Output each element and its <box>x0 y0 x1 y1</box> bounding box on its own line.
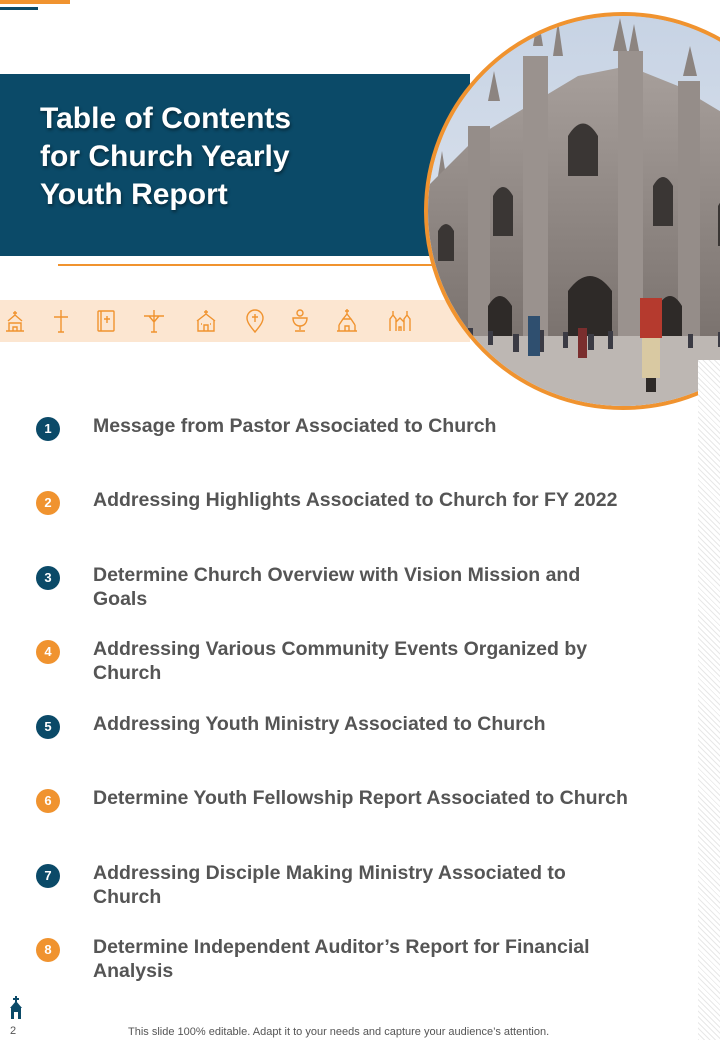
toc-number-badge: 2 <box>36 491 60 515</box>
top-accent-bar-secondary <box>0 7 38 10</box>
crucifix-icon <box>141 307 167 335</box>
top-accent-bar <box>0 0 70 4</box>
toc-item-text: Determine Independent Auditor’s Report for Financial Analysis <box>93 936 590 982</box>
cathedral-photo <box>424 12 720 410</box>
toc-number-badge: 4 <box>36 640 60 664</box>
title-line: Youth Report <box>40 178 228 211</box>
page-title <box>40 100 340 214</box>
title-divider <box>58 264 438 266</box>
toc-item-text: Addressing Various Community Events Organized by Church <box>93 638 588 684</box>
page-number: 2 <box>10 1025 17 1037</box>
chalice-icon <box>287 307 313 335</box>
toc-number-badge: 8 <box>36 938 60 962</box>
church-icon <box>8 996 24 1020</box>
toc-number-badge: 1 <box>36 417 60 441</box>
church-building-icon <box>193 307 219 335</box>
location-pin-icon <box>242 307 268 335</box>
toc-item-text: Determine Youth Fellowship Report Associated to Church <box>93 787 628 809</box>
title-line: Table of Contents <box>40 102 292 135</box>
toc-item-text: Addressing Highlights Associated to Church for FY 2022 <box>93 489 618 511</box>
side-hatch-decoration <box>698 360 720 1040</box>
toc-number-badge: 6 <box>36 789 60 813</box>
cathedral-icon <box>334 307 360 335</box>
church-towers-icon <box>387 307 413 335</box>
title-line: for Church Yearly <box>40 140 290 173</box>
toc-item-text: Addressing Disciple Making Ministry Associated to Church <box>93 862 566 908</box>
cross-icon <box>48 307 74 335</box>
toc-item-text: Addressing Youth Ministry Associated to Church <box>93 713 546 735</box>
footer-note: This slide 100% editable. Adapt it to your needs and capture your audience’s attention. <box>128 1026 550 1038</box>
pulpit-icon <box>2 307 28 335</box>
toc-number-badge: 3 <box>36 566 60 590</box>
toc-number-badge: 5 <box>36 715 60 739</box>
toc-item-text: Determine Church Overview with Vision Mission and Goals <box>93 564 581 610</box>
toc-number-badge: 7 <box>36 864 60 888</box>
bible-icon <box>93 307 119 335</box>
toc-item-text: Message from Pastor Associated to Church <box>93 415 497 437</box>
